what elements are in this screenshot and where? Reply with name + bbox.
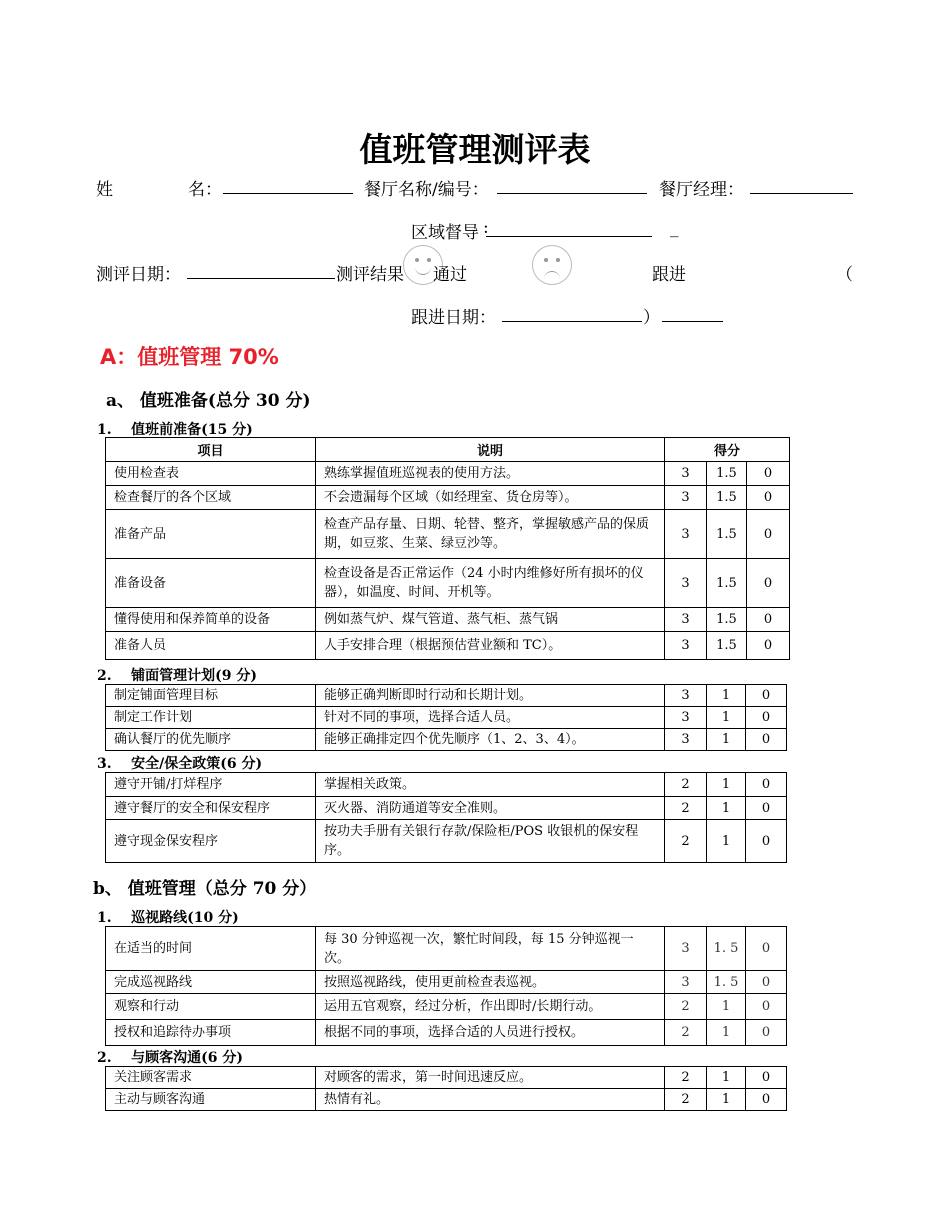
score-half[interactable]: 1 (707, 1067, 746, 1089)
score-zero[interactable]: 0 (747, 462, 790, 486)
score-half[interactable]: 1 (707, 685, 746, 707)
desc-cell: 例如蒸气炉、煤气管道、蒸气柜、蒸气锅 (316, 608, 665, 632)
table-row (106, 462, 790, 486)
score-full[interactable]: 2 (665, 797, 707, 820)
desc-cell: 不会遗漏每个区域（如经理室、货仓房等）。 (316, 486, 665, 510)
table-row (106, 608, 790, 632)
desc-cell: 灭火器、消防通道等安全准则。 (316, 797, 665, 820)
score-full[interactable]: 3 (665, 462, 707, 486)
item-cell: 遵守现金保安程序 (106, 820, 316, 863)
group-title: 2. 铺面管理计划(9 分) (97, 668, 257, 684)
table-row (106, 797, 787, 820)
table-row (106, 971, 787, 994)
item-cell: 在适当的时间 (106, 927, 316, 971)
item-cell: 检查餐厅的各个区域 (106, 486, 316, 510)
table-row (106, 994, 787, 1020)
restaurant-field[interactable] (497, 175, 647, 194)
desc-cell: 按照巡视路线，使用更前检查表巡视。 (316, 971, 665, 994)
restaurant-label: 餐厅名称/编号： (364, 180, 489, 200)
desc-cell: 能够正确排定四个优先顺序（1、2、3、4）。 (316, 729, 665, 751)
score-full[interactable]: 3 (665, 632, 707, 660)
table-row (106, 685, 787, 707)
score-zero[interactable]: 0 (746, 685, 787, 707)
score-half[interactable]: 1.5 (707, 608, 747, 632)
item-cell: 授权和追踪待办事项 (106, 1020, 316, 1046)
item-cell: 使用检查表 (106, 462, 316, 486)
score-half[interactable]: 1.5 (707, 510, 747, 559)
table-row (106, 729, 787, 751)
table-row (106, 486, 790, 510)
item-cell: 遵守开铺/打烊程序 (106, 773, 316, 797)
score-half[interactable]: 1 (707, 797, 746, 820)
group-title: 1. 值班前准备(15 分) (97, 422, 253, 438)
supervisor-label: 区域督导 (411, 223, 479, 243)
score-half[interactable]: 1 (707, 820, 746, 863)
score-full[interactable]: 2 (665, 820, 707, 863)
score-zero[interactable]: 0 (747, 608, 790, 632)
follow-extra-field[interactable] (662, 303, 723, 322)
manager-field[interactable] (750, 175, 853, 194)
score-half[interactable]: 1 (707, 707, 746, 729)
score-table (105, 772, 787, 863)
item-cell: 制定工作计划 (106, 707, 316, 729)
score-zero[interactable]: 0 (747, 510, 790, 559)
score-full[interactable]: 3 (665, 486, 707, 510)
item-cell: 遵守餐厅的安全和保安程序 (106, 797, 316, 820)
header-score: 得分 (665, 438, 790, 462)
table-row (106, 510, 790, 559)
score-zero[interactable]: 0 (746, 729, 787, 751)
group-title: 3. 安全/保全政策(6 分) (97, 756, 263, 772)
section-a-title: A：值班管理 70% (100, 345, 279, 369)
date-field[interactable] (187, 260, 335, 279)
score-zero[interactable]: 0 (747, 632, 790, 660)
score-full[interactable]: 2 (665, 773, 707, 797)
score-full[interactable]: 3 (665, 707, 707, 729)
item-cell: 完成巡视路线 (106, 971, 316, 994)
score-full[interactable]: 3 (665, 729, 707, 751)
score-table (105, 684, 787, 751)
table-row (106, 632, 790, 660)
group-title: 2. 与顾客沟通(6 分) (97, 1050, 243, 1066)
name-field[interactable] (223, 175, 353, 194)
table-row (106, 1089, 787, 1111)
date-label: 测评日期： (96, 265, 181, 285)
score-zero[interactable]: 0 (746, 1020, 787, 1046)
score-full[interactable]: 2 (665, 1067, 707, 1089)
score-full[interactable]: 3 (665, 971, 707, 994)
table-row (106, 559, 790, 608)
score-zero[interactable]: 0 (746, 1067, 787, 1089)
score-half[interactable]: 1. 5 (707, 971, 746, 994)
score-zero[interactable]: 0 (746, 1089, 787, 1111)
desc-cell: 熟练掌握值班巡视表的使用方法。 (316, 462, 665, 486)
table-row (106, 927, 787, 971)
table-row (106, 1020, 787, 1046)
desc-cell: 检查产品存量、日期、轮替、整齐，掌握敏感产品的保质期，如豆浆、生菜、绿豆沙等。 (316, 510, 665, 559)
name-label-2: 名： (188, 180, 222, 200)
score-half[interactable]: 1 (707, 1020, 746, 1046)
table-row (106, 707, 787, 729)
item-cell: 准备人员 (106, 632, 316, 660)
paren-close: ） (643, 308, 660, 328)
score-half[interactable]: 1 (707, 729, 746, 751)
result-label: 测评结果 (336, 265, 404, 285)
desc-cell: 运用五官观察，经过分析，作出即时/长期行动。 (316, 994, 665, 1020)
score-half[interactable]: 1.5 (707, 632, 747, 660)
score-full[interactable]: 3 (665, 685, 707, 707)
table-row (106, 1067, 787, 1089)
paren-open: （ (836, 265, 853, 285)
follow-date-label: 跟进日期： (411, 308, 496, 328)
pass-label: 通过 (433, 265, 467, 285)
item-cell: 确认餐厅的优先顺序 (106, 729, 316, 751)
score-full[interactable]: 2 (665, 994, 707, 1020)
header-desc: 说明 (316, 438, 665, 462)
table-row (106, 773, 787, 797)
supervisor-field[interactable] (486, 218, 652, 237)
score-zero[interactable]: 0 (746, 797, 787, 820)
score-table (105, 1066, 787, 1111)
item-cell: 观察和行动 (106, 994, 316, 1020)
score-half[interactable]: 1.5 (707, 462, 747, 486)
desc-cell: 掌握相关政策。 (316, 773, 665, 797)
item-cell: 主动与顾客沟通 (106, 1089, 316, 1111)
score-half[interactable]: 1 (707, 994, 746, 1020)
header-item: 项目 (106, 438, 316, 462)
score-zero[interactable]: 0 (747, 486, 790, 510)
item-cell: 准备产品 (106, 510, 316, 559)
score-table (105, 437, 790, 660)
follow-label: 跟进 (652, 265, 686, 285)
item-cell: 懂得使用和保养简单的设备 (106, 608, 316, 632)
desc-cell: 人手安排合理（根据预估营业额和 TC）。 (316, 632, 665, 660)
manager-label: 餐厅经理： (659, 180, 744, 200)
item-cell: 准备设备 (106, 559, 316, 608)
desc-cell: 按功夫手册有关银行存款/保险柜/POS 收银机的保安程序。 (316, 820, 665, 863)
score-half[interactable]: 1. 5 (707, 927, 746, 971)
score-full[interactable]: 3 (665, 559, 707, 608)
page-title: 值班管理测评表 (359, 130, 591, 169)
follow-date-field[interactable] (502, 303, 642, 322)
desc-cell: 每 30 分钟巡视一次，繁忙时间段，每 15 分钟巡视一次。 (316, 927, 665, 971)
desc-cell: 热情有礼。 (316, 1089, 665, 1111)
score-zero[interactable]: 0 (746, 773, 787, 797)
desc-cell: 针对不同的事项，选择合适人员。 (316, 707, 665, 729)
desc-cell: 根据不同的事项，选择合适的人员进行授权。 (316, 1020, 665, 1046)
supervisor-colon: : (483, 218, 489, 238)
score-full[interactable]: 2 (665, 1089, 707, 1111)
item-cell: 制定铺面管理目标 (106, 685, 316, 707)
supervisor-tail: _ (670, 218, 679, 238)
desc-cell: 检查设备是否正常运作（24 小时内维修好所有损坏的仪器），如温度、时间、开机等。 (316, 559, 665, 608)
name-label-1: 姓 (96, 180, 113, 200)
score-half[interactable]: 1.5 (707, 486, 747, 510)
score-zero[interactable]: 0 (746, 971, 787, 994)
section-b-subtitle: b、 值班管理（总分 70 分） (93, 879, 317, 899)
table-row (106, 820, 787, 863)
score-full[interactable]: 2 (665, 1020, 707, 1046)
score-half[interactable]: 1 (707, 773, 746, 797)
item-cell: 关注顾客需求 (106, 1067, 316, 1089)
score-half[interactable]: 1 (707, 1089, 746, 1111)
score-zero[interactable]: 0 (746, 820, 787, 863)
score-zero[interactable]: 0 (746, 927, 787, 971)
desc-cell: 能够正确判断即时行动和长期计划。 (316, 685, 665, 707)
desc-cell: 对顾客的需求，第一时间迅速反应。 (316, 1067, 665, 1089)
sad-face-icon[interactable] (532, 245, 572, 285)
score-zero[interactable]: 0 (746, 994, 787, 1020)
group-title: 1. 巡视路线(10 分) (97, 910, 239, 926)
score-zero[interactable]: 0 (747, 559, 790, 608)
score-full[interactable]: 3 (665, 608, 707, 632)
section-a-subtitle: a、 值班准备(总分 30 分) (106, 391, 311, 411)
score-zero[interactable]: 0 (746, 707, 787, 729)
score-half[interactable]: 1.5 (707, 559, 747, 608)
score-table (105, 926, 787, 1046)
score-full[interactable]: 3 (665, 510, 707, 559)
score-full[interactable]: 3 (665, 927, 707, 971)
